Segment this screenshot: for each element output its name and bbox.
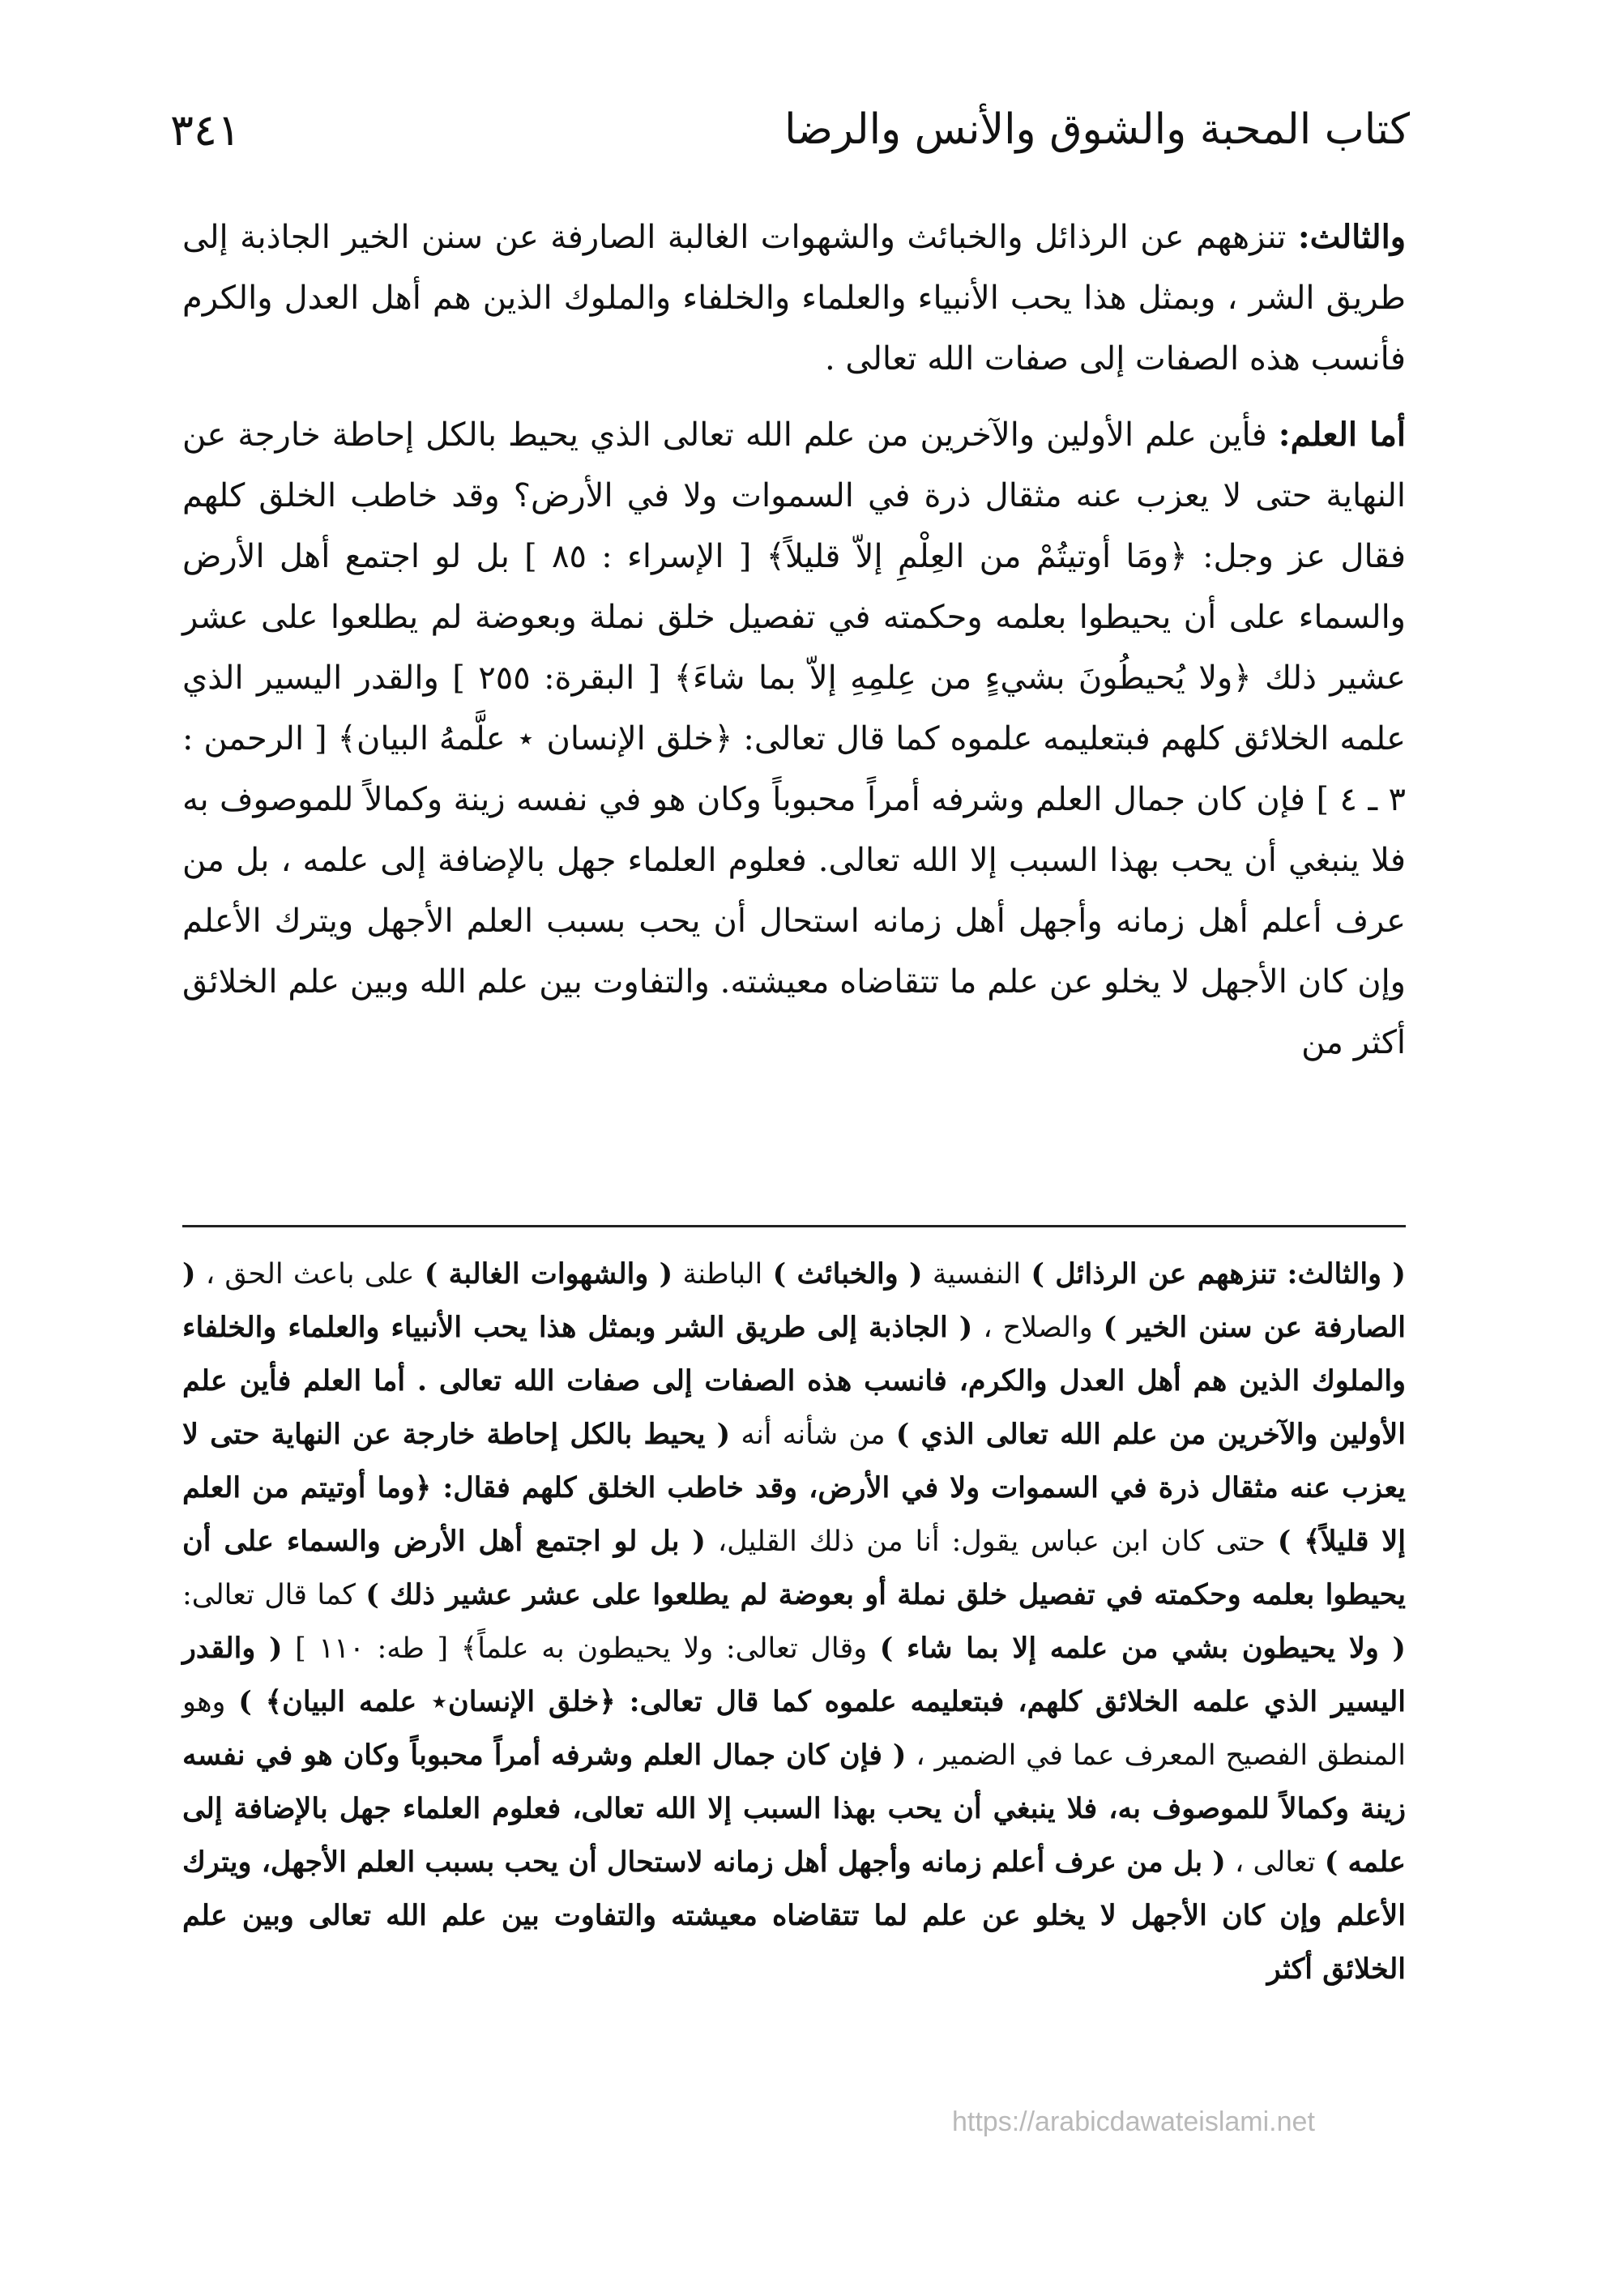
quoted-text: ( والثالث: تنزههم عن الرذائل ) — [1031, 1257, 1406, 1291]
page-number: ٣٤١ — [170, 104, 241, 156]
quoted-text: ( فإن كان جمال العلم وشرفه أمراً محبوباً وكان هو في نفسه زينة وكمالاً للموصوف به، فلا ينبغي أن يحب بهذا السبب إلا الله تعالى، فعلوم العلماء جهل بالإضافة إلى علمه ) — [182, 1739, 1406, 1879]
quoted-text: ( الصارفة عن سنن الخير ) — [182, 1257, 1406, 1344]
commentary-text: وهو المنطق الفصيح المعرف عما في الضمير ، — [182, 1686, 1406, 1772]
paragraph-third — [182, 207, 1406, 390]
commentary-text: على باعث الحق ، — [205, 1258, 415, 1291]
paragraph-lead: أما العلم: — [1278, 416, 1406, 454]
page-header — [170, 89, 1410, 170]
commentary-notes — [182, 1248, 1406, 1996]
commentary-text: والصلاح ، — [983, 1312, 1093, 1344]
quoted-text: ( يحيط بالكل إحاطة خارجة عن النهاية حتى لا يعزب عنه مثقال ذرة في السموات ولا في الأرض، وقد خاطب الخلق كلهم فقال: ﴿وما أوتيتم من العلم إلا قليلاً﴾ ) — [182, 1418, 1406, 1558]
commentary-paragraph — [182, 1248, 1406, 1996]
paragraph-body: فأين علم الأولين والآخرين من علم الله تعالى الذي يحيط بالكل إحاطة خارجة عن النهاية حتى لا يعزب عنه مثقال ذرة في السموات ولا في الأرض؟ وقد خاطب الخلق كلهم فقال عز وجل: ﴿ومَا أوتيتُمْ من العِلْمِ إلاّ قليلاً﴾ [ الإسراء : ٨٥ ] بل لو اجتمع أهل الأرض والسماء على أن يحيطوا بعلمه وحكمته في تفصيل خلق نملة وبعوضة لم يطلعوا على عشر عشير ذلك ﴿ولا يُحيطُونَ بشيءٍ من عِلمِهِ إلاّ بما شاءَ﴾ [ البقرة: ٢٥٥ ] والقدر اليسير الذي علمه الخلائق كلهم فبتعليمه علموه كما قال تعالى: ﴿خلق الإنسان ⋆ علَّمهُ البيان﴾ [ الرحمن : ٣ ـ ٤ ] فإن كان جمال العلم وشرفه أمراً محبوباً وكان هو في نفسه زينة وكمالاً للموصوف به فلا ينبغي أن يحب بهذا السبب إلا الله تعالى. فعلوم العلماء جهل بالإضافة إلى علمه ، بل من عرف أعلم أهل زمانه وأجهل أهل زمانه استحال أن يحب بسبب العلم الأجهل ويترك الأعلم وإن كان الأجهل لا يخلو عن علم ما تتقاضاه معيشته. والتفاوت بين علم الله وبين علم الخلائق أكثر من — [182, 416, 1406, 1061]
main-text — [182, 207, 1406, 1088]
quoted-text: ( والخبائث ) — [772, 1257, 923, 1291]
paragraph-knowledge — [182, 404, 1406, 1073]
commentary-text: من شأنه أنه — [741, 1419, 886, 1451]
quoted-text: ( والقدر اليسير الذي علمه الخلائق كلهم، فبتعليمه علموه كما قال تعالى: ﴿خلق الإنسان⋆ علمه البيان﴾ ) — [182, 1632, 1406, 1718]
watermark-url: https://arabicdawateislami.net — [952, 2106, 1315, 2137]
quoted-text: ( ولا يحيطون بشي من علمه إلا بما شاء ) — [879, 1632, 1406, 1665]
commentary-text: الباطنة — [682, 1258, 763, 1291]
commentary-text: حتى كان ابن عباس يقول: أنا من ذلك القليل، — [705, 1526, 1266, 1558]
quoted-text: ( الجاذبة إلى طريق الشر وبمثل هذا يحب الأنبياء والعلماء والخلفاء والملوك الذين هم أهل العدل والكرم، فانسب هذه الصفات إلى صفات الله تعالى . أما العلم فأين علم الأولين والآخرين من علم الله تعالى الذي ) — [182, 1311, 1406, 1451]
commentary-text: كما قال تعالى: — [182, 1579, 356, 1611]
quoted-text: ( والشهوات الغالبة ) — [424, 1257, 673, 1291]
commentary-text: تعالى ، — [1235, 1846, 1316, 1879]
quoted-text: ( بل لو اجتمع أهل الأرض والسماء على أن يحيطوا بعلمه وحكمته في تفصيل خلق نملة أو بعوضة لم يطلعوا على عشر عشير ذلك ) — [182, 1525, 1406, 1611]
paragraph-lead: والثالث: — [1297, 218, 1407, 256]
commentary-text: النفسية — [932, 1258, 1022, 1291]
commentary-text: وقال تعالى: ولا يحيطون به علماً﴾ [ طه: ١١٠ ] — [295, 1632, 868, 1665]
quoted-text: ( بل من عرف أعلم زمانه وأجهل أهل زمانه لاستحال أن يحب بسبب العلم الأجهل، ويترك الأعلم وإن كان الأجهل لا يخلو عن علم لما تتقاضاه معيشته والتفاوت بين علم الله تعالى وبين علم الخلائق أكثر — [182, 1846, 1406, 1986]
footnote-divider — [182, 1225, 1406, 1227]
paragraph-body: تنزههم عن الرذائل والخبائث والشهوات الغالبة الصارفة عن سنن الخير الجاذبة إلى طريق الشر ، وبمثل هذا يحب الأنبياء والعلماء والخلفاء والملوك الذين هم أهل العدل والكرم فأنسب هذه الصفات إلى صفات الله تعالى . — [182, 219, 1406, 378]
running-title: كتاب المحبة والشوق والأنس والرضا — [784, 105, 1410, 154]
